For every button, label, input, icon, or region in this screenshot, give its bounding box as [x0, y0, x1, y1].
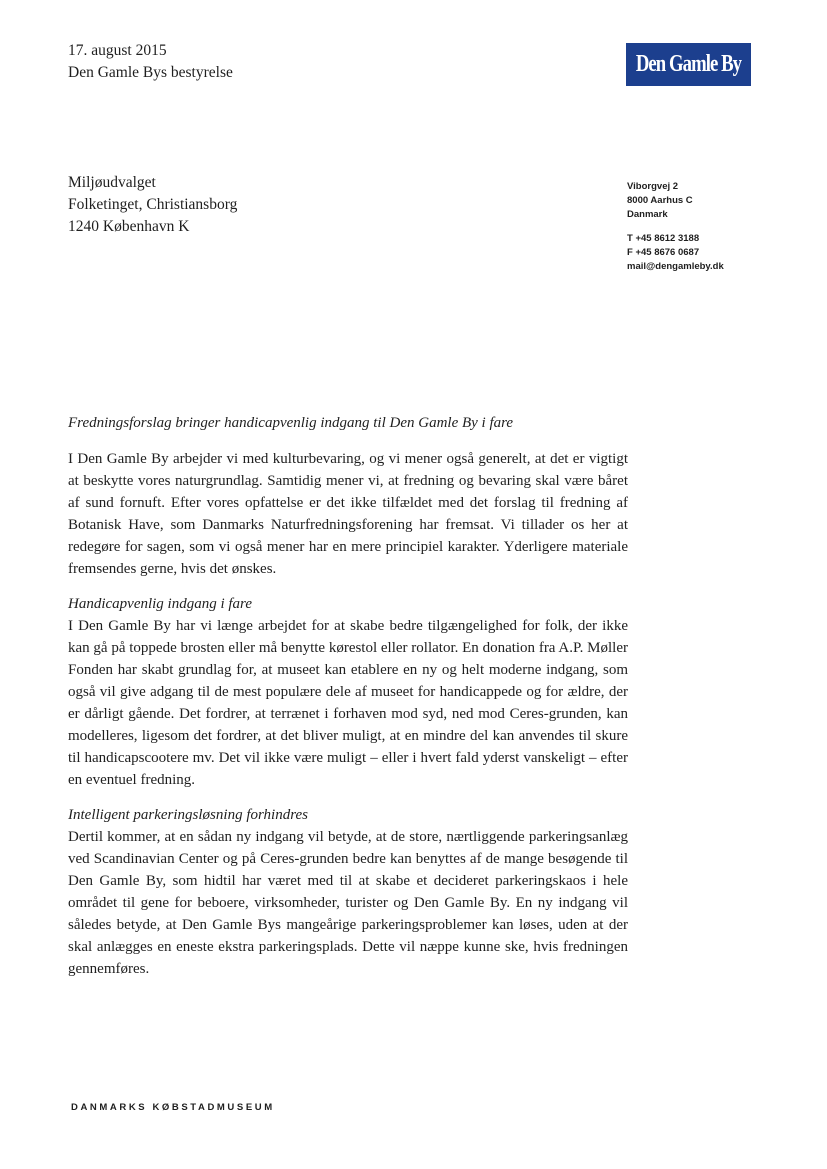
letter-sender: Den Gamle Bys bestyrelse	[68, 64, 233, 81]
recipient-line-1: Miljøudvalget	[68, 174, 156, 191]
den-gamle-by-logo	[626, 43, 751, 86]
sender-contact-block	[627, 180, 724, 274]
section-heading-accessibility: Handicapvenlig indgang i fare	[68, 596, 252, 612]
section-heading-parking: Intelligent parkeringsløsning forhindres	[68, 807, 308, 823]
contact-country: Danmark	[627, 209, 668, 220]
contact-fax: F +45 8676 0687	[627, 247, 700, 258]
letter-subject: Fredningsforslag bringer handicapvenlig indgang til Den Gamle By i fare	[68, 415, 514, 431]
letter-header	[68, 40, 233, 84]
recipient-line-2: Folketinget, Christiansborg	[68, 196, 238, 213]
contact-city: 8000 Aarhus C	[627, 195, 693, 206]
recipient-line-3: 1240 København K	[68, 218, 190, 235]
contact-spacer	[627, 222, 724, 232]
recipient-address	[68, 172, 237, 238]
contact-email: mail@dengamleby.dk	[627, 261, 724, 272]
logo-text: Den Gamle By	[635, 51, 742, 77]
contact-phone: T +45 8612 3188	[627, 233, 700, 244]
footer-museum-name: DANMARKS KØBSTADMUSEUM	[71, 1102, 275, 1113]
letter-body	[68, 412, 628, 980]
section-paragraph-accessibility: I Den Gamle By har vi længe arbejdet for at skabe bedre tilgængelighed for folk, der ikke kan gå på toppede brosten eller må benytte kørestol eller rollator. En donation fra A.P. Møller Fonden har skabt grundlag for, at museet kan etablere en ny og helt moderne indgang, som også vil give adgang til de mest populære dele af museet for handicappede og for ældre, der er dårligt gående. Det fordrer, at terrænet i forhaven mod syd, ned mod Ceres-grunden, kan modelleres, ligesom det fordrer, at det bliver muligt, at en mindre del kan anvendes til skure til handicapscootere mv. Det vil ikke være muligt – eller i hvert fald yderst vanskeligt – efter en eventuel fredning.	[68, 618, 628, 788]
section-paragraph-parking: Dertil kommer, at en sådan ny indgang vil betyde, at de store, nærtliggende parkeringsanlæg ved Scandinavian Center og på Ceres-grunden bedre kan benyttes af de mange besøgende til Den Gamle By, som hidtil har været med til at skabe et decideret parkeringskaos i hele området til gene for beboere, virksomheder, turister og Den Gamle By. En ny indgang vil således betyde, at Den Gamle Bys mangeårige parkeringsproblemer kan løses, uden at der skal anlægges en eneste ekstra parkeringsplads. Dette vil næppe kunne ske, hvis fredningen gennemføres.	[68, 829, 628, 977]
contact-street: Viborgvej 2	[627, 181, 679, 192]
letter-date: 17. august 2015	[68, 42, 167, 59]
intro-paragraph: I Den Gamle By arbejder vi med kulturbevaring, og vi mener også generelt, at det er vigtigt at beskytte vores naturgrundlag. Samtidig mener vi, at fredning og bevaring skal være båret af sund fornuft. Efter vores opfattelse er det ikke tilfældet med det forslag til fredning af Botanisk Have, som Danmarks Naturfredningsforening har fremsat. Vi tillader os her at redegøre for sagen, som vi også mener har en mere principiel karakter. Yderligere materiale fremsendes gerne, hvis det ønskes.	[68, 451, 628, 577]
